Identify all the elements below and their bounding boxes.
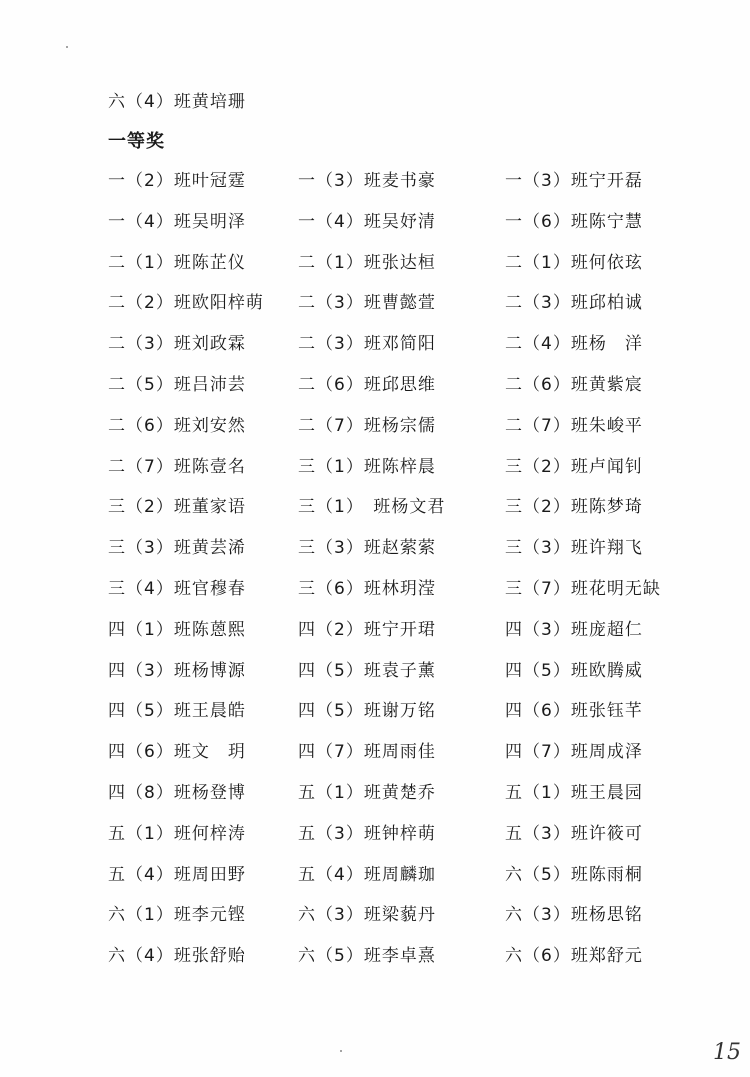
section-title-first-prize: 一等奖 — [108, 131, 165, 152]
award-row — [0, 411, 750, 452]
award-entry: 五（1）班黄楚乔 — [298, 782, 436, 803]
award-entry: 三（3）班许翔飞 — [505, 538, 643, 559]
award-entry: 六（3）班杨思铭 — [505, 905, 643, 926]
award-entry: 四（5）班袁子薰 — [298, 660, 436, 681]
award-row — [0, 819, 750, 860]
award-row — [0, 860, 750, 901]
award-row — [0, 778, 750, 819]
award-entry: 二（7）班朱峻平 — [505, 415, 643, 436]
award-entry: 四（5）班谢万铭 — [298, 701, 436, 722]
award-entry: 六（5）班陈雨桐 — [505, 864, 643, 885]
award-entry: 三（2）班卢闻钊 — [505, 456, 643, 477]
award-row — [0, 941, 750, 982]
award-entry: 一（4）班吴妤清 — [298, 211, 436, 232]
award-entry: 四（7）班周雨佳 — [298, 742, 436, 763]
award-entry: 二（3）班曹懿萱 — [298, 293, 436, 314]
award-entry: 二（1）班张达桓 — [298, 252, 436, 273]
award-row — [0, 900, 750, 941]
award-row — [0, 696, 750, 737]
award-entry: 二（5）班吕沛芸 — [108, 374, 246, 395]
award-row — [0, 248, 750, 289]
award-entry: 二（3）班邱柏诚 — [505, 293, 643, 314]
award-entry: 一（3）班麦书豪 — [298, 171, 436, 191]
award-entry: 三（1） 班杨文君 — [298, 497, 446, 518]
award-entry: 五（4）班周田野 — [108, 864, 246, 885]
award-row — [0, 370, 750, 411]
award-entry: 三（1）班陈梓晨 — [298, 456, 436, 477]
award-entry: 五（3）班钟梓萌 — [298, 823, 436, 844]
award-entry: 四（1）班陈蒽熙 — [108, 619, 246, 640]
award-entry: 二（1）班何依玹 — [505, 252, 643, 273]
award-entry: 二（6）班黄紫宸 — [505, 374, 643, 395]
award-row — [0, 452, 750, 493]
award-row — [0, 288, 750, 329]
award-row — [0, 737, 750, 778]
award-entry: 二（1）班陈芷仪 — [108, 252, 246, 273]
award-row — [0, 574, 750, 615]
award-entry: 一（4）班吴明泽 — [108, 211, 246, 232]
award-row — [0, 533, 750, 574]
award-entry: 二（7）班杨宗儒 — [298, 415, 436, 436]
page-number: 15 — [713, 1040, 741, 1065]
award-entry: 六（3）班梁藐丹 — [298, 905, 436, 926]
award-row — [0, 207, 750, 248]
award-entry: 二（6）班刘安然 — [108, 415, 246, 436]
award-entry: 五（1）班王晨园 — [505, 782, 643, 803]
award-entry: 二（2）班欧阳梓萌 — [108, 293, 264, 314]
award-entry: 四（7）班周成泽 — [505, 742, 643, 763]
award-entry: 二（3）班刘政霖 — [108, 334, 246, 355]
top-line-entry: 六（4）班黄培珊 — [108, 92, 246, 112]
award-entry: 四（6）班张钰芊 — [505, 701, 643, 722]
award-entry: 二（4）班杨 洋 — [505, 334, 643, 355]
award-list — [0, 166, 750, 982]
award-entry: 二（6）班邱思维 — [298, 374, 436, 395]
award-entry: 二（7）班陈壹名 — [108, 456, 246, 477]
award-entry: 四（2）班宁开珺 — [298, 619, 436, 640]
award-entry: 六（1）班李元铿 — [108, 905, 246, 926]
award-entry: 五（3）班许筱可 — [505, 823, 643, 844]
award-entry: 四（5）班欧腾威 — [505, 660, 643, 681]
award-entry: 四（6）班文 玥 — [108, 742, 246, 763]
award-entry: 四（5）班王晨皓 — [108, 701, 246, 722]
award-entry: 三（2）班董家语 — [108, 497, 246, 518]
award-entry: 三（3）班黄芸浠 — [108, 538, 246, 559]
award-entry: 五（4）班周麟珈 — [298, 864, 436, 885]
award-entry: 三（3）班赵萦萦 — [298, 538, 436, 559]
award-entry: 四（3）班庞超仁 — [505, 619, 643, 640]
award-entry: 一（3）班宁开磊 — [505, 171, 643, 191]
award-row — [0, 615, 750, 656]
award-row — [0, 656, 750, 697]
award-row — [0, 166, 750, 207]
award-row — [0, 329, 750, 370]
award-entry: 六（5）班李卓熹 — [298, 946, 436, 967]
award-entry: 三（2）班陈梦琦 — [505, 497, 643, 518]
award-entry: 一（6）班陈宁慧 — [505, 211, 643, 232]
award-entry: 四（3）班杨博源 — [108, 660, 246, 681]
scan-speck — [340, 1050, 342, 1052]
award-entry: 二（3）班邓简阳 — [298, 334, 436, 355]
award-entry: 三（4）班官穆春 — [108, 578, 246, 599]
award-entry: 三（6）班林玥滢 — [298, 578, 436, 599]
scan-speck — [66, 46, 68, 48]
award-entry: 六（4）班张舒贻 — [108, 946, 246, 967]
award-entry: 一（2）班叶冠霆 — [108, 171, 246, 191]
award-entry: 五（1）班何梓涛 — [108, 823, 246, 844]
award-entry: 三（7）班花明无缺 — [505, 578, 661, 599]
award-row — [0, 492, 750, 533]
award-entry: 六（6）班郑舒元 — [505, 946, 643, 967]
award-entry: 四（8）班杨登博 — [108, 782, 246, 803]
